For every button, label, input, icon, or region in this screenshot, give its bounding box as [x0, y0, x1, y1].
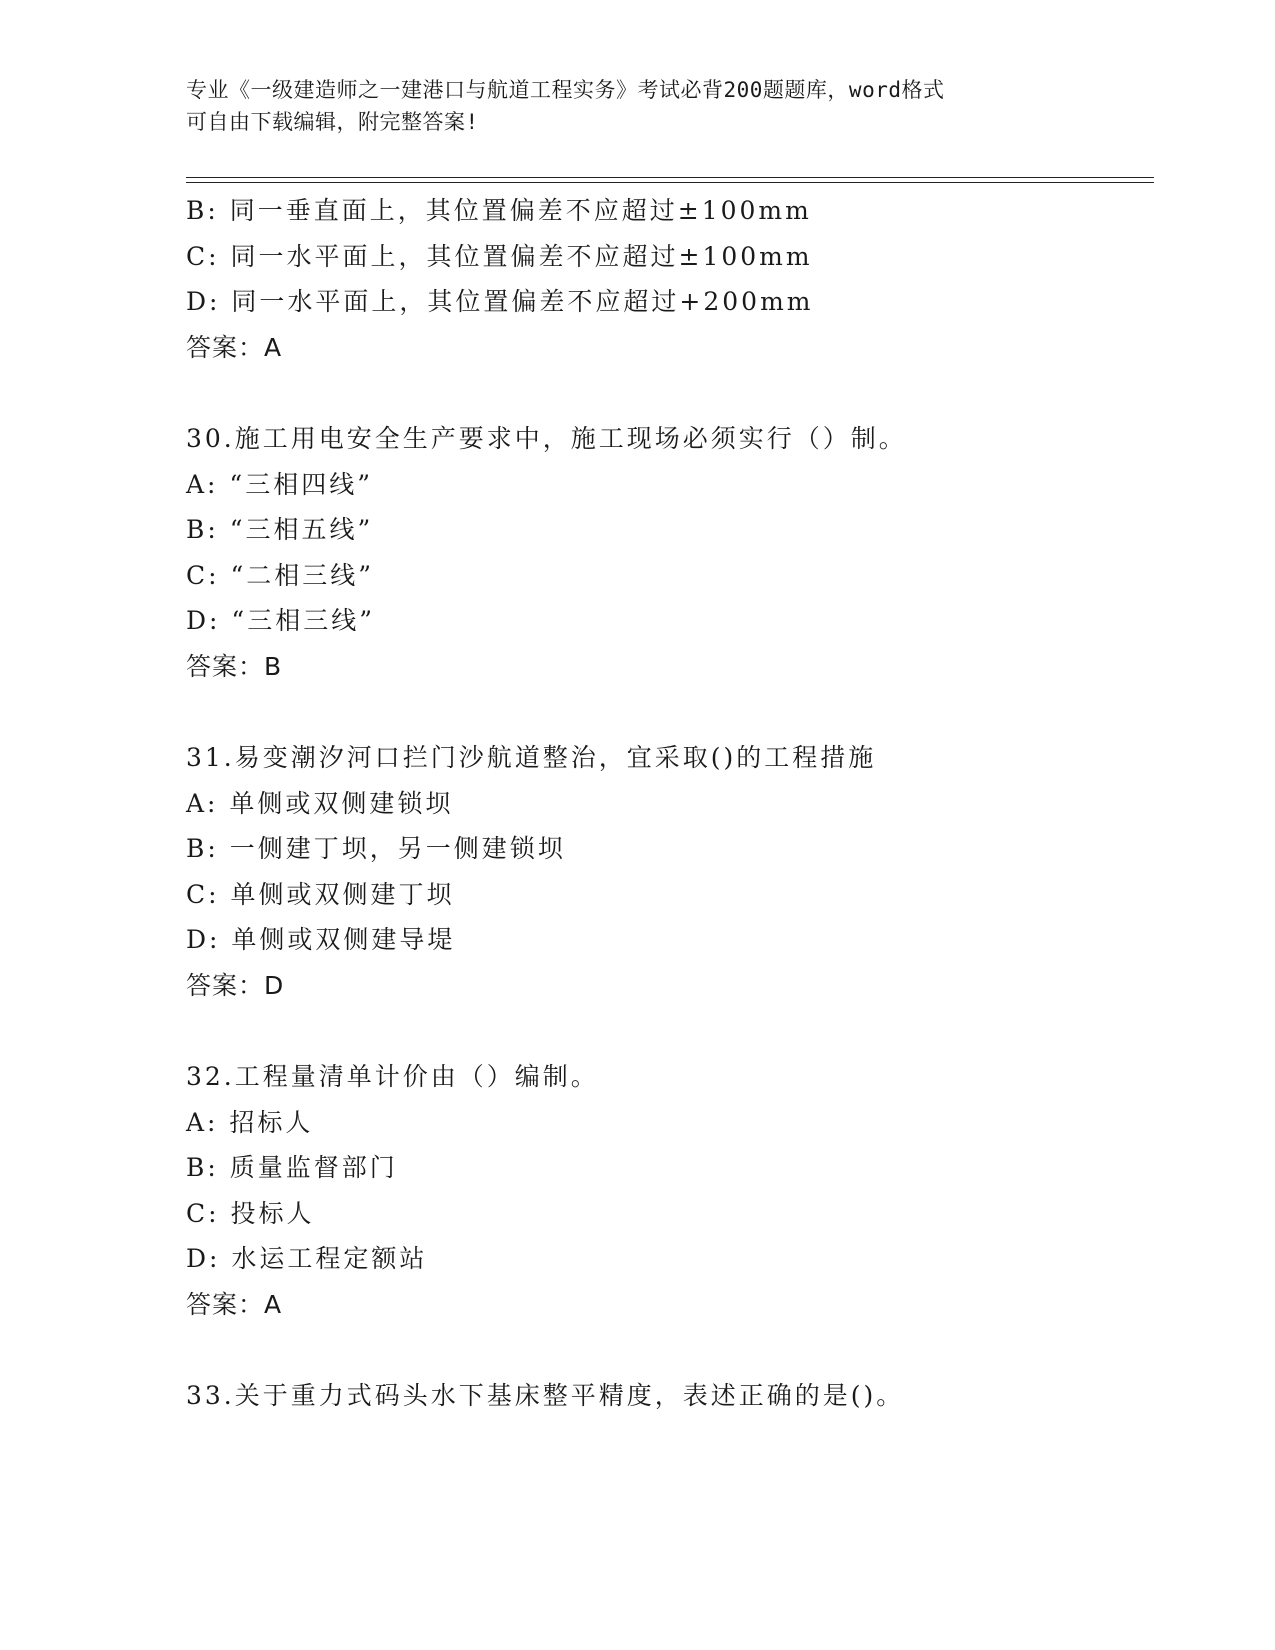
- option-d: D: 单侧或双侧建导堤: [186, 925, 456, 954]
- question-list: [186, 188, 1154, 1419]
- option-a: A: “三相四线”: [186, 469, 373, 499]
- question-stem: 32.工程量清单计价由（）编制。: [186, 1062, 599, 1091]
- option-b: B: “三相五线”: [186, 515, 374, 544]
- option-b: B: 质量监督部门: [186, 1153, 398, 1182]
- document-header: [186, 74, 1086, 138]
- question-33: [186, 1373, 1154, 1419]
- question-31: [186, 735, 1154, 1008]
- question-32: [186, 1054, 1154, 1327]
- question-29-continued: [186, 188, 1154, 370]
- option-d: D: “三相三线”: [186, 606, 375, 635]
- question-stem: 33.关于重力式码头水下基床整平精度，表述正确的是()。: [186, 1381, 905, 1410]
- option-b: B: 一侧建丁坝，另一侧建锁坝: [186, 834, 566, 863]
- spacer: [186, 689, 1154, 735]
- option-c: C: 单侧或双侧建丁坝: [186, 879, 455, 909]
- spacer: [186, 1327, 1154, 1373]
- option-d: D: 水运工程定额站: [186, 1244, 428, 1273]
- question-stem: 30.施工用电安全生产要求中，施工现场必须实行（）制。: [186, 424, 907, 453]
- answer-text: 答案：A: [186, 1289, 283, 1319]
- option-c: C: 同一水平面上，其位置偏差不应超过±100mm: [186, 241, 813, 271]
- header-divider-bottom: [186, 182, 1154, 183]
- header-line-2: 可自由下载编辑，附完整答案!: [186, 110, 479, 134]
- spacer: [186, 1008, 1154, 1054]
- option-a: A: 招标人: [186, 1107, 314, 1137]
- header-divider-top: [186, 177, 1154, 178]
- option-c: C: 投标人: [186, 1198, 315, 1228]
- option-a: A: 单侧或双侧建锁坝: [186, 788, 454, 818]
- answer-text: 答案：D: [186, 970, 285, 1000]
- spacer: [186, 370, 1154, 416]
- answer-text: 答案：A: [186, 332, 283, 362]
- option-b: B: 同一垂直面上，其位置偏差不应超过±100mm: [186, 196, 812, 225]
- option-c: C: “二相三线”: [186, 560, 375, 590]
- header-line-1: 专业《一级建造师之一建港口与航道工程实务》考试必背200题题库，word格式: [186, 78, 945, 102]
- question-stem: 31.易变潮汐河口拦门沙航道整治，宜采取()的工程措施: [186, 743, 877, 772]
- option-d: D: 同一水平面上，其位置偏差不应超过+200mm: [186, 287, 814, 316]
- answer-text: 答案：B: [186, 651, 283, 681]
- question-30: [186, 416, 1154, 689]
